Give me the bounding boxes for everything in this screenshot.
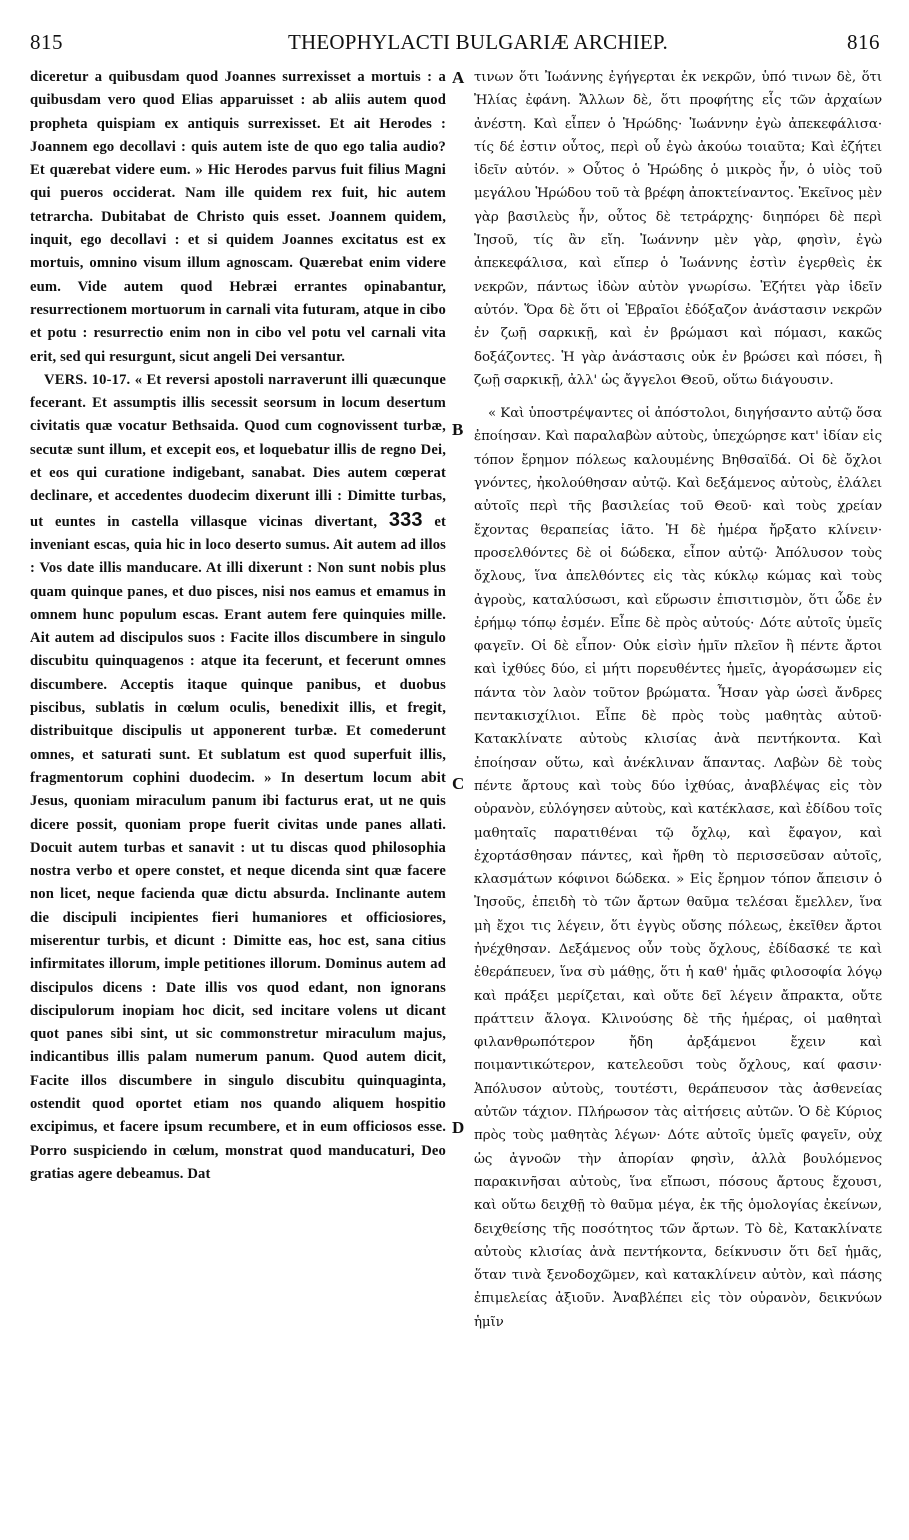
running-title: THEOPHYLACTI BULGARIÆ ARCHIEP. [288,30,668,54]
latin-verses-head: VERS. 10-17. « Et reversi apostoli narraverunt illi quæcunque fecerant. Et assumptis illis secessit seorsum in locum desertum civitatis quæ vocatur Bethsaida. Quod cum cognovissent turbæ, secutæ sunt illum, et excepit eos, et loquebatur illis de regno Dei, et eos qui curatione indigebant, sanabat. Dies autem cœperat declinare, et accedentes duodecim dixerunt illi : Dimitte turbas, ut euntes in castella villasque vicinas divertant, [30,371,446,530]
margin-marker-a: A [452,68,465,87]
greek-paragraph: τινων ὅτι Ἰωάννης ἐγήγερται ἐκ νεκρῶν, ὑπό τινων δὲ, ὅτι Ἠλίας ἐφάνη. Ἄλλων δὲ, ὅτι προφήτης εἷς τῶν ἀρχαίων ἀνέστη. Καὶ εἶπεν ὁ Ἡρώδης· Ἰωάννην ἐγὼ ἀπεκεφάλισα· τίς δέ ἐστιν οὗτος, περὶ οὗ ἐγὼ ἀκούω τοιαῦτα; Καὶ ἐζήτει ἰδεῖν αὐτόν. » Οὗτος ὁ Ἡρώδης ὁ μικρὸς ἦν, ὁ υἱὸς τοῦ μεγάλου Ἡρώδου τοῦ τὰ βρέφη ἀποκτείναντος. Ἐκεῖνος μὲν γὰρ βασιλεὺς ἦν, οὗτος δὲ τετράρχης· διηπόρει δὲ περὶ Ἰησοῦ, τίς ἂν εἴη. Ἰωάννην μὲν γὰρ, φησὶν, ἐγὼ ἀπεκεφάλισα, καὶ εἴπερ ὁ Ἰωάννης ἐστὶν ἐγερθεὶς ἐκ νεκρῶν, πάντως ἰδὼν αὐτὸν γνωρίσω. Ἐζήτει γὰρ ἰδεῖν αὐτόν. Ὅρα δὲ ὅτι οἱ Ἑβραῖοι ἐδόξαζον ἀνάστασιν νεκρῶν ἐν ζωῇ σαρκικῇ, καὶ ἐν βρώμασι καὶ πόμασι, κακῶς δοξάζοντες. Ἡ γὰρ ἀνάστασις οὐκ ἐν βρώσει καὶ πόσει, ἢ ζωῇ σαρκικῇ, ἀλλ' ὡς ἄγγελοι Θεοῦ, οὕτω διάγουσιν. [474,70,882,388]
page-number-left: 815 [30,30,63,54]
latin-column [30,66,446,1186]
latin-paragraph-verses [30,369,446,1186]
latin-verses-tail: et inveniant escas, quia hic in loco deserto sumus. Ait autem ad illos : Vos date illis manducare. At illi dixerunt : Non sunt nobis plus quam quinque panes, et duo pisces, nisi nos eamus et emamus in omnem hunc populum escas. Erant autem fere quinquies mille. Ait autem ad discipulos suos : Facite illos discumbere in singulo discubitu quinquagenos : atque ita fecerunt, et fecerunt omnes discumbere. Acceptis itaque quinque panibus, et duobus piscibus, sublatis in cœlum oculis, benedixit illis, et fregit, distribuitque discipulis ut apponerent turbæ. Et comederunt omnes, et saturati sunt. Et sublatum est quod superfuit illis, fragmentorum cophini duodecim. » In desertum locum abit Jesus, quoniam miraculum panum ibi facturus erat, ut ne quis dicere possit, quoniam prope fuerit civitas unde panes allati. Docuit autem turbas et sanavit : ut tu discas quod philosophia nostra verbo et opere constet, et neque dicenda sint quæ facere non licet, neque facienda quæ dictu absurda. Inclinante autem die discipuli incipientes fieri humaniores et officiosiores, miserentur turbis, et dicunt : Dimitte eas, hoc est, sana citius infirmitates illorum, imple petitiones illorum. Dominus autem ad discipulos dicens : Date illis vos quod edant, non ignorans discipulorum inopiam hoc dicit, sed incitare volens ut dicant quot panes sibi sint, ut sic commonstretur miraculum majus, indicantibus illis palam numerum panum. Quod autem dicit, Facite illos discumbere in singulo discubitu quinquaginta, ostendit quod oportet etiam nos quando aliquem hospitio excipimus, et facere ipsum recumbere, et in eum officiosos esse. Porro suspiciendo in cœlum, monstrat quod manducaturi, Deo gratias agere debeamus. Dat [30,513,446,1182]
margin-marker-b: B [452,420,464,439]
margin-marker-d: D [452,1118,465,1137]
inline-page-number: 333 [388,508,423,531]
latin-paragraph: diceretur a quibusdam quod Joannes surrexisset a mortuis : a quibusdam vero quod Elias apparuisset : ab aliis autem quod propheta quispiam ex antiquis surrexisset. Et ait Herodes : Joannem ego decollavi : quis autem iste de quo ego talia audio? Et quærebat videre eum. » Hic Herodes parvus fuit filius Magni qui pueros occiderat. Nam ille quidem rex fuit, hic autem tetrarcha. Dubitabat de Christo quis esset. Joannem quidem, inquit, ego decollavi : et si quidem Joannes excitatus est ex mortuis, omnino visum illum agnoscam. Quærebat enim videre eum. Vide autem quod Hebræi errantes opinabantur, resurrectionem mortuorum in carnali vita futuram, atque in cibo et potu : resurrectio enim non in cibo vel potu vel carnali vita erit, sed qui resurgunt, sicut angeli Dei versantur. [30,69,446,365]
greek-column [474,66,882,1334]
greek-paragraph-verses: « Καὶ ὑποστρέψαντες οἱ ἀπόστολοι, διηγήσαντο αὐτῷ ὅσα ἐποίησαν. Καὶ παραλαβὼν αὐτοὺς, ὑπεχώρησε κατ' ἰδίαν εἰς τόπον ἔρημον πόλεως καλουμένης Βηθσαϊδά. Οἱ δὲ ὄχλοι γνόντες, ἠκολούθησαν αὐτῷ. Καὶ δεξάμενος αὐτοὺς, ἐλάλει αὐτοῖς περὶ τῆς βασιλείας τοῦ Θεοῦ· καὶ τοὺς χρείαν ἔχοντας θεραπείας ἰᾶτο. Ἡ δὲ ἡμέρα ἤρξατο κλίνειν· προσελθόντες δὲ οἱ δώδεκα, εἶπον αὐτῷ· Ἀπόλυσον τοὺς ὄχλους, ἵνα ἀπελθόντες εἰς τὰς κύκλῳ κώμας καὶ τοὺς ἀγροὺς, καταλύσωσι, καὶ εὕρωσιν ἐπισιτισμὸν, ὅτι ὧδε ἐν ἐρήμῳ τόπῳ ἐσμέν. Εἶπε δὲ πρὸς αὐτούς· Δότε αὐτοῖς ὑμεῖς φαγεῖν. Οἱ δὲ εἶπον· Οὐκ εἰσὶν ἡμῖν πλεῖον ἢ πέντε ἄρτοι καὶ ἰχθύες δύο, εἰ μήτι πορευθέντες ἡμεῖς, ἀγοράσωμεν εἰς πάντα τὸν λαὸν τοῦτον βρώματα. Ἦσαν γὰρ ὡσεὶ ἄνδρες πεντακισχίλιοι. Εἶπε δὲ πρὸς τοὺς μαθητὰς αὐτοῦ· Κατακλίνατε αὐτοὺς κλισίας ἀνὰ πεντήκοντα. Καὶ ἐποίησαν οὕτω, καὶ ἀνέκλιναν ἅπαντας. Λαβὼν δὲ τοὺς πέντε ἄρτους καὶ τοὺς δύο ἰχθύας, ἀναβλέψας εἰς τὸν οὐρανὸν, εὐλόγησεν αὐτοὺς, καὶ κατέκλασε, καὶ ἐδίδου τοῖς μαθηταῖς παρατιθέναι τῷ ὄχλῳ, καὶ ἔφαγον, καὶ ἐχορτάσθησαν πάντες, καὶ ἤρθη τὸ περισσεῦσαν αὐτοῖς, κλασμάτων κόφινοι δώδεκα. » Εἰς ἔρημον τόπον ἄπεισιν ὁ Ἰησοῦς, ἐπειδὴ τὸ τῶν ἄρτων θαῦμα τελέσαι ἔμελλεν, ἵνα μὴ ἔχοι τις λέγειν, ὅτι ἐγγὺς οὔσης πόλεως, ἐκεῖθεν ἄρτοι ἠνέχθησαν. Δεξάμενος οὖν τοὺς ὄχλους, ἐδίδασκέ τε καὶ ἐθεράπευεν, ἵνα σὺ μάθῃς, ὅτι ἡ καθ' ἡμᾶς φιλοσοφία λόγῳ καὶ πράξει μερίζεται, καὶ οὔτε δεῖ λέγειν ἄπρακτα, οὔτε πράττειν ἄλογα. Κλινούσης δὲ τῆς ἡμέρας, οἱ μαθηταὶ φιλανθρωπότερον ἤδη ἀρξάμενοι ἔχειν καὶ ποιμαντικώτερον, κατελεοῦσι τοὺς ὄχλους, καί φασιν· Ἀπόλυσον αὐτοὺς, τουτέστι, θεράπευσον τὰς ἀσθενείας αὐτῶν τάχιον. Πλήρωσον τὰς αἰτήσεις αὐτῶν. Ὁ δὲ Κύριος πρὸς τοὺς μαθητὰς λέγων· Δότε αὐτοῖς ὑμεῖς φαγεῖν, οὐχ ὡς ἀγνοῶν τὴν ἀπορίαν φησὶν, ἀλλὰ βουλόμενος παρακινῆσαι αὐτοὺς, ἵνα εἴπωσι, πόσους ἄρτους ἔχουσι, καὶ οὕτω δειχθῇ τὸ θαῦμα μέγα, ἐκ τῆς ὁμολογίας ἐκείνων, δειχθείσης τῆς ποσότητος τῶν ἄρτων. Τὸ δὲ, Κατακλίνατε αὐτοὺς κλισίας ἀνὰ πεντήκοντα, δείκνυσιν ὅτι δεῖ ἡμᾶς, ὅταν τινὰ ξενοδοχῶμεν, καὶ κατακλίνειν αὐτὸν, καὶ πάσης ἐπιμελείας ἀξιοῦν. Ἀναβλέπει εἰς τὸν οὐρανὸν, δεικνύων ἡμῖν [474,406,882,1330]
margin-marker-c: C [452,774,465,793]
page-number-right: 816 [847,30,880,54]
page-header [30,30,880,56]
